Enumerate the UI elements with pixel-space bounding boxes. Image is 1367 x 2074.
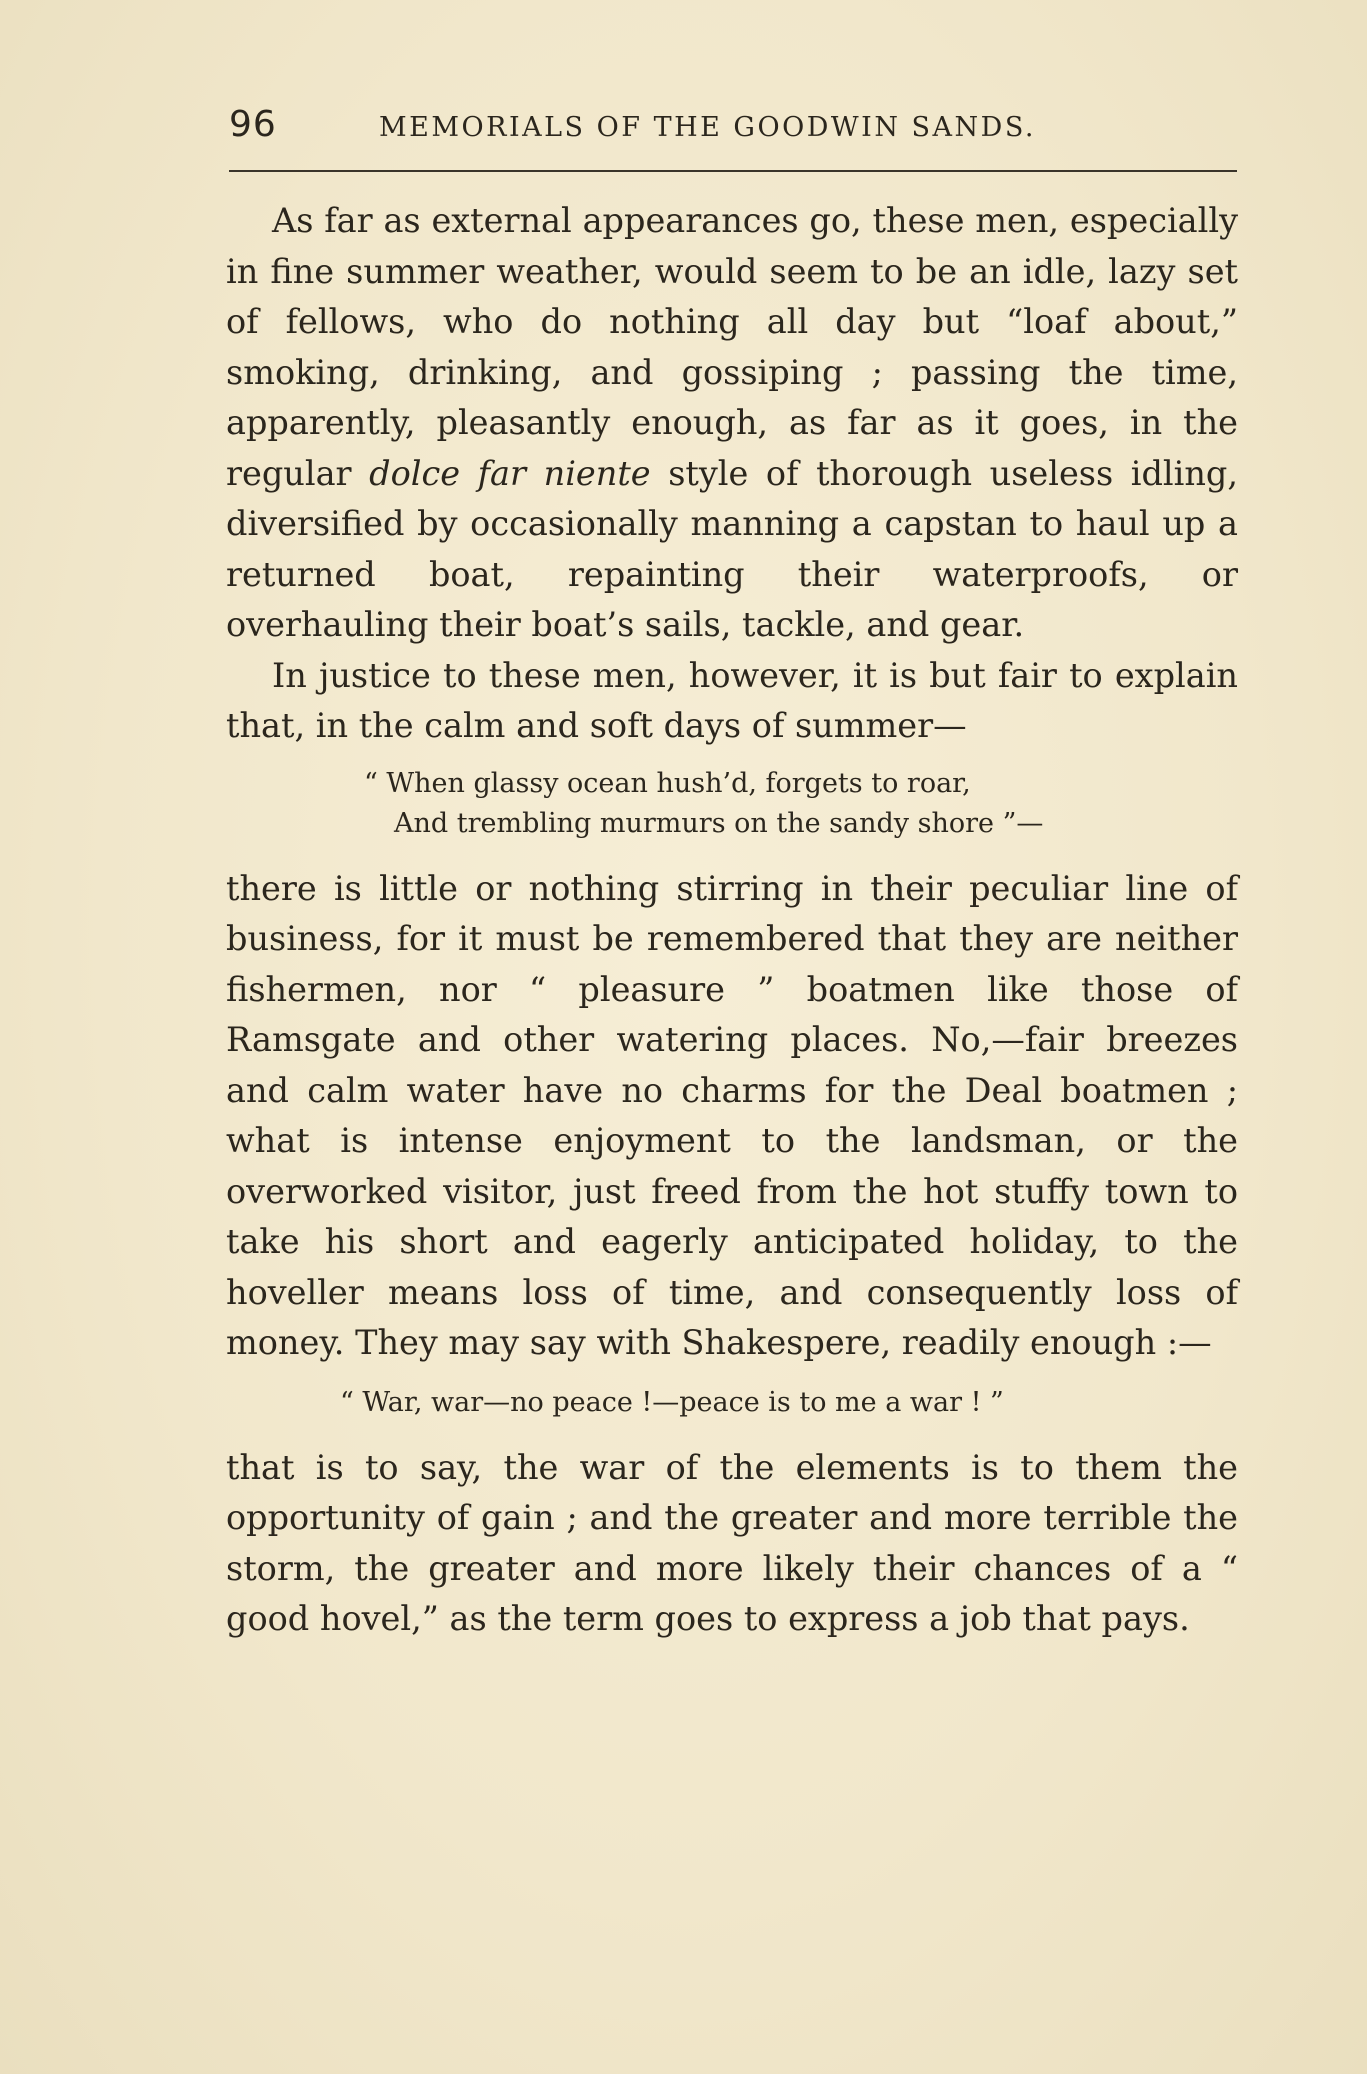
paragraph-2: In justice to these men, however, it is but fair to explain that, in the calm and soft days of summer— (226, 655, 1238, 745)
paragraph-4: that is to say, the war of the elements is to them the opportunity of gain ; and the greater and more terrible the storm, the greater and more likely their chances of a “ good hovel,” as the term goes to express a job that pays. (226, 1447, 1238, 1638)
paragraph-1 (226, 196, 1238, 651)
paragraph-1-text-b: style of thorough useless idling, diversified by occasionally manning a capstan to haul up a returned boat, repainting their waterproofs, or overhauling their boat’s sails, tackle, and gear. (226, 453, 1239, 644)
running-title: MEMORIALS OF THE GOODWIN SANDS. (379, 112, 1036, 143)
page-header (229, 104, 1237, 154)
verse-line-2: And trembling murmurs on the sandy shore ”— (394, 807, 1044, 839)
verse-quote-2 (226, 1383, 1238, 1423)
body-text (226, 196, 1238, 1645)
header-rule (229, 170, 1237, 172)
italic-phrase: dolce far niente (369, 453, 651, 493)
paragraph-1-text-a: As far as external appearances go, these men, especially in fine summer weather, would seem to be an idle, lazy set of fellows, who do nothing all day but “loaf about,” smoking, drinking, and gossiping ; passing the time, apparently, pleasantly enough, as far as it goes, in the regular (226, 201, 1238, 493)
verse-quote-1 (226, 764, 1238, 844)
verse-quote-2-line: “ War, war—no peace !—peace is to me a war ! ” (340, 1386, 1004, 1418)
verse-line-1: “ When glassy ocean hush’d, forgets to roar, (364, 767, 971, 799)
paragraph-3: there is little or nothing stirring in their peculiar line of business, for it must be remembered that they are neither fishermen, nor “ pleasure ” boatmen like those of Ramsgate and other watering places. No,—fair breezes and calm water have no charms for the Deal boatmen ; what is intense enjoyment to the landsman, or the overworked visitor, just freed from the hot stuffy town to take his short and eagerly anticipated holiday, to the hoveller means loss of time, and consequently loss of money. They may say with Shakespere, readily enough :— (226, 868, 1238, 1362)
page-number: 96 (229, 104, 277, 145)
